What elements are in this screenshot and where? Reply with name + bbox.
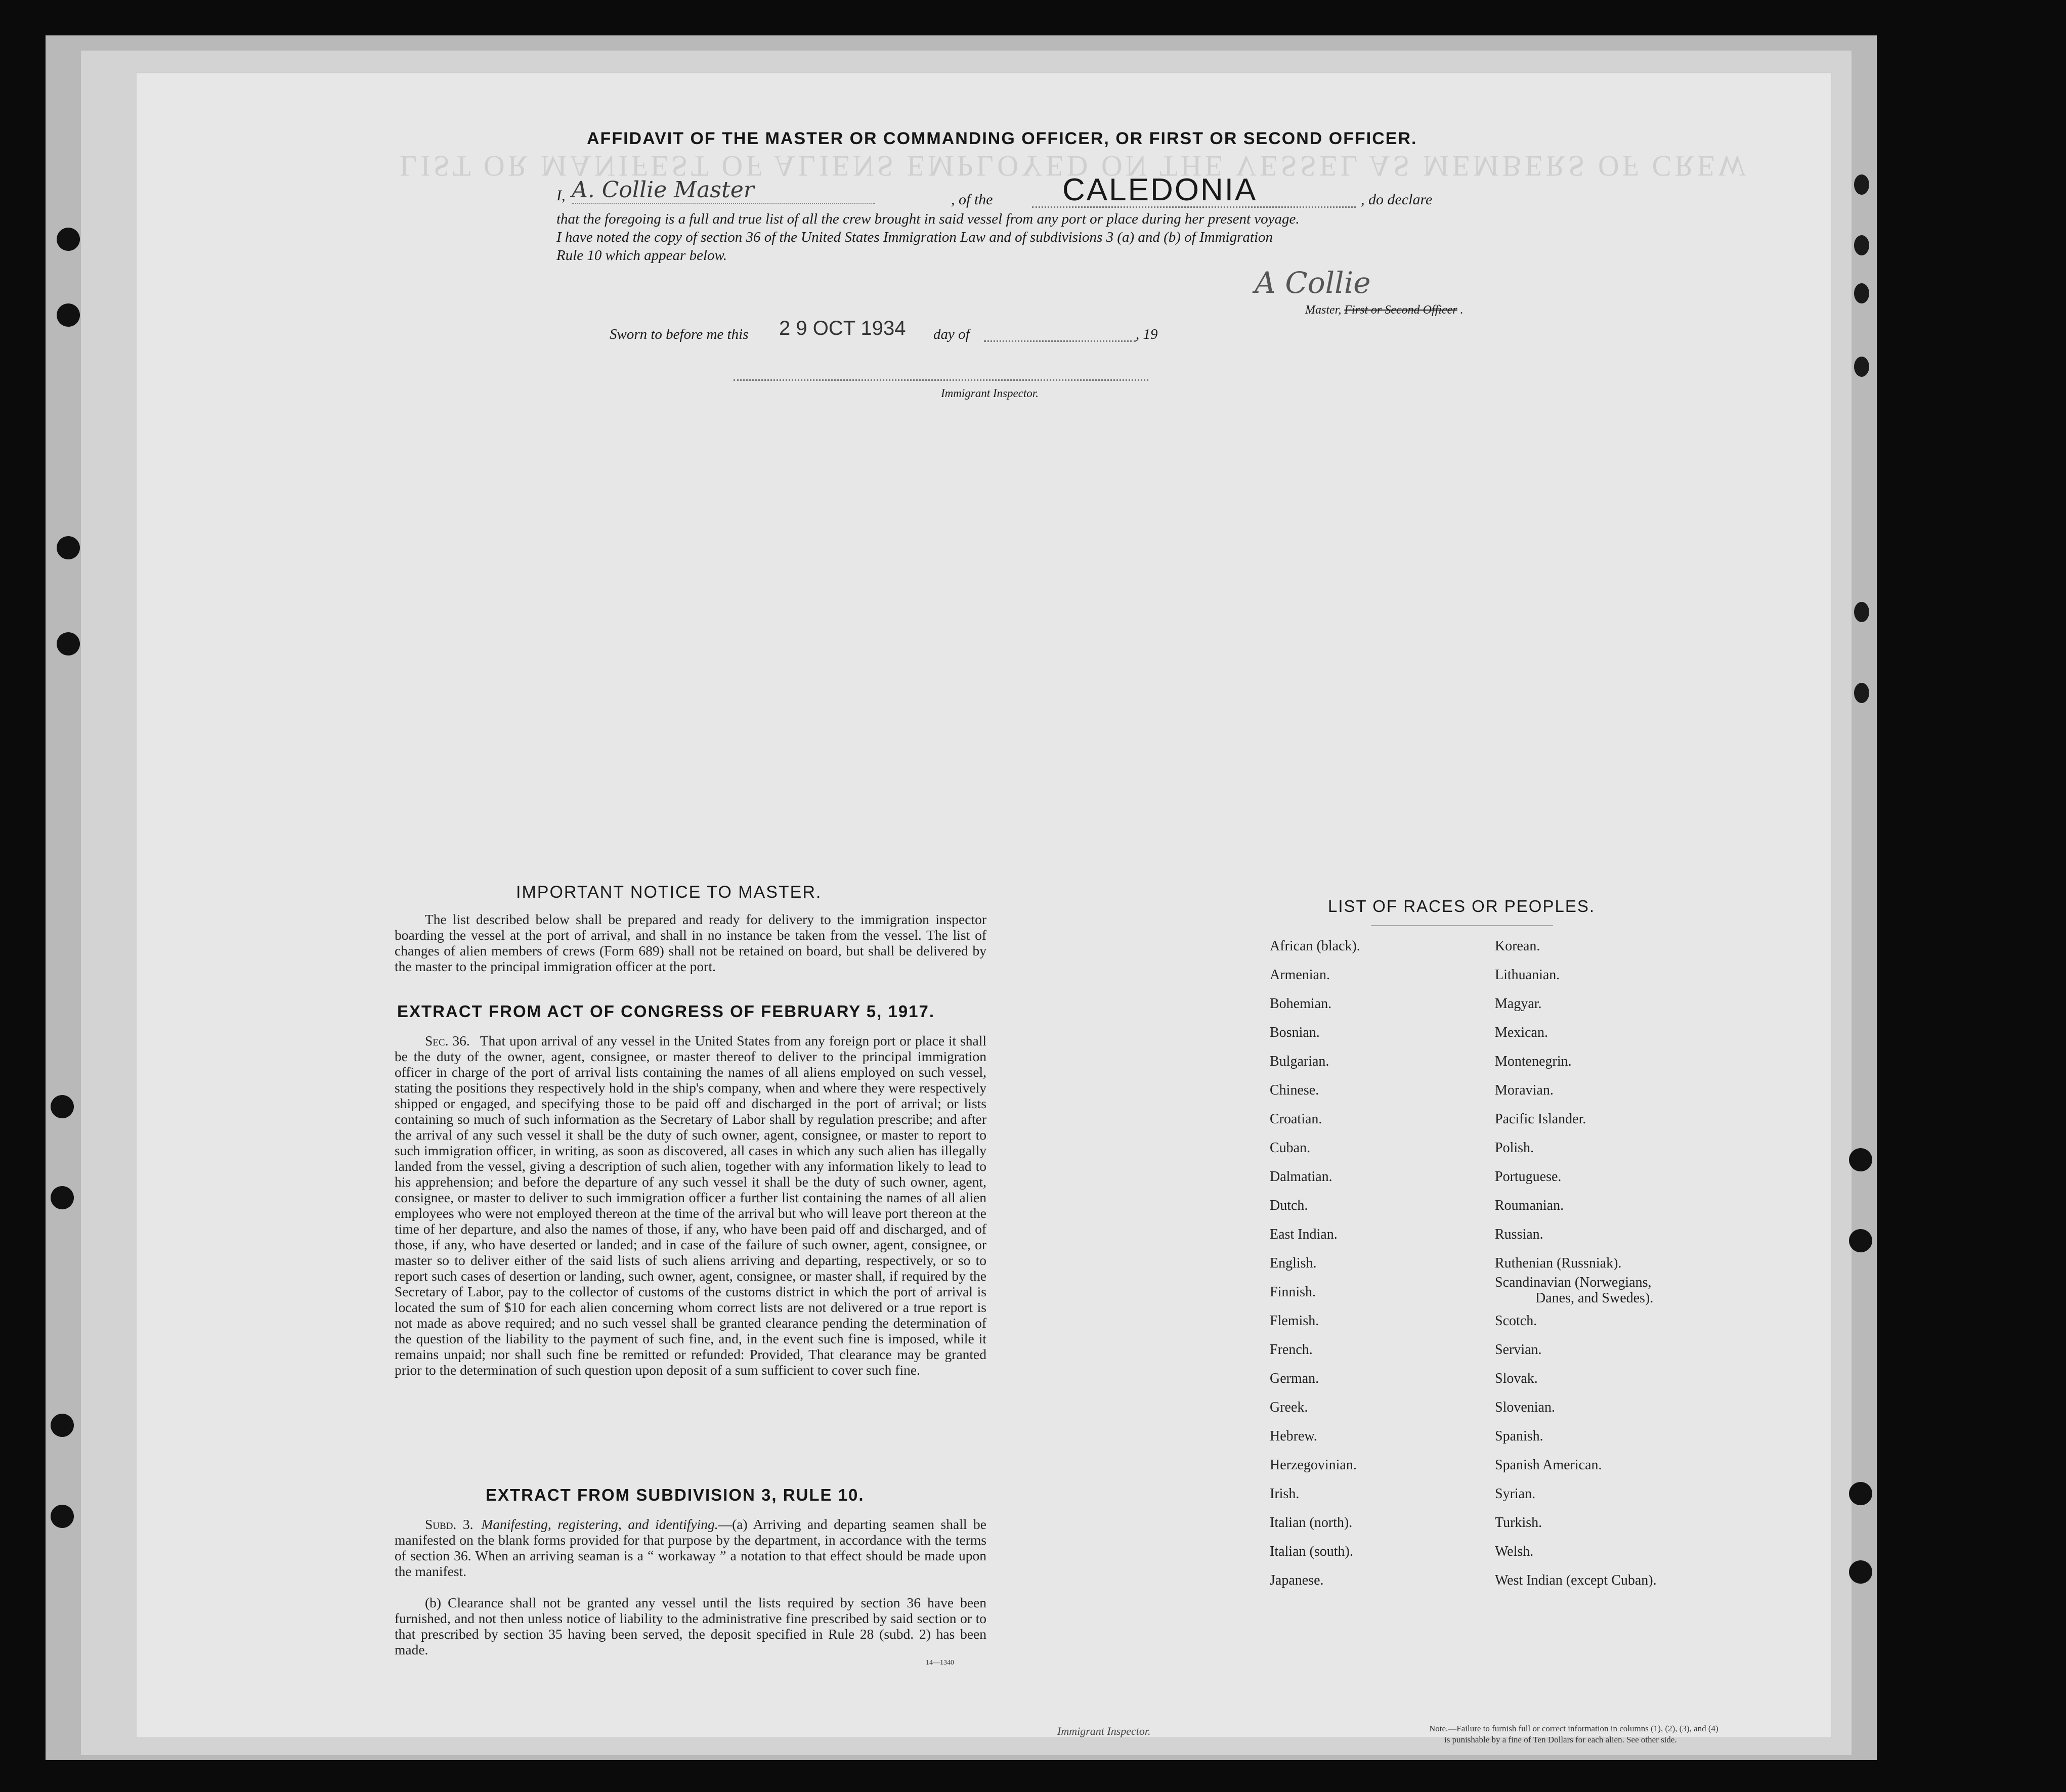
vessel-name: CALEDONIA xyxy=(1062,172,1258,207)
extract-act-body xyxy=(395,1033,986,1378)
sworn-prefix: Sworn to before me this xyxy=(610,326,749,342)
race-item: Italian (north). xyxy=(1270,1515,1353,1531)
race-item: Spanish. xyxy=(1495,1428,1543,1444)
punch-hole xyxy=(1854,283,1869,303)
race-item: Montenegrin. xyxy=(1495,1054,1572,1069)
race-item-continuation: Danes, and Swedes). xyxy=(1535,1290,1654,1306)
race-item: Turkish. xyxy=(1495,1515,1542,1531)
year-suffix: , 19 xyxy=(1136,326,1158,342)
race-item: Herzegovinian. xyxy=(1270,1457,1357,1473)
punch-hole xyxy=(1849,1482,1872,1505)
race-item: Lithuanian. xyxy=(1495,967,1560,983)
races-right-column xyxy=(1495,938,1758,1656)
notice-body: The list described below shall be prepared and ready for delivery to the immigration inspector boarding the vessel at the port of arrival, and shall in no instance be taken from the vessel. The list of changes of alien members of crews (Form 689) shall not be retained on board, but shall be delivered by the master to the principal immigration officer at the port. xyxy=(395,911,986,974)
document-page xyxy=(137,73,1831,1744)
do-declare-label: , do declare xyxy=(1361,191,1433,208)
race-item: Bohemian. xyxy=(1270,996,1332,1012)
bleed-through: LIST OR MANIFEST OF ALIENS EMPLOYED ON THE VESSEL AS MEMBERS OF CREW xyxy=(400,150,1749,183)
extract-act-title: EXTRACT FROM ACT OF CONGRESS OF FEBRUARY 5, 1917. xyxy=(397,1002,935,1021)
section-36-text: That upon arrival of any vessel in the United States from any foreign port or place it shall be the duty of the owner, agent, consignee, or master thereof to deliver to the principal immigration officer in charge of the port of arrival lists containing the names of all aliens employed on such vessel, stating the positions they respectively hold in the ship's company, when and where they were respectively shipped or engaged, and specifying those to be paid off and discharged in the port of arrival; or lists containing so much of such information as the Secretary of Labor shall by regulation prescribe; and after the arrival of any such vessel it shall be the duty of such owner, agent, consignee, or master to report to such immigration officer, in writing, as soon as discovered, all cases in which any such alien has illegally landed from the vessel, giving a description of such alien, together with any information likely to lead to his apprehension; and before the departure of any such vessel it shall be the duty of such owner, agent, consignee, or master to deliver to such immigration officer a further list containing the names of all alien employees who were not employed thereon at the time of the arrival but who will leave port thereon at the time of her departure, and also the names of those, if any, who have been paid off and discharged, and of those, if any, who have deserted or landed; and in case of the failure of such owner, agent, consignee, or master so to deliver either of the said lists of such aliens arriving and departing, respectively, or so to report such cases of desertion or landing, such owner, agent, consignee, or master shall, if required by the Secretary of Labor, pay to the collector of customs of the customs district in which the port of arrival is located the sum of $10 for each alien concerning whom correct lists are not delivered or a true report is not made as above required; and no such vessel shall be granted clearance pending the determination of the question of the liability to the payment of such fine, and, in the event such fine is imposed, while it remains unpaid; nor shall such fine be remitted or refunded: Provided, That clearance may be granted prior to the determination of such question upon deposit of a sum sufficient to cover such fine. xyxy=(395,1033,987,1378)
race-item: German. xyxy=(1270,1371,1319,1386)
punch-hole xyxy=(51,1414,74,1437)
of-the-label: , of the xyxy=(951,191,993,208)
race-item: French. xyxy=(1270,1342,1313,1358)
race-item: Dutch. xyxy=(1270,1198,1308,1213)
race-item: Scandinavian (Norwegians, xyxy=(1495,1275,1652,1290)
races-left-column xyxy=(1270,938,1472,1656)
race-item: Korean. xyxy=(1495,938,1540,954)
race-item: Roumanian. xyxy=(1495,1198,1564,1213)
race-item: Japanese. xyxy=(1270,1572,1324,1588)
stamped-date: 2 9 OCT 1934 xyxy=(779,317,906,339)
punch-hole xyxy=(1854,357,1869,377)
race-item: Ruthenian (Russniak). xyxy=(1495,1255,1622,1271)
race-item: Scotch. xyxy=(1495,1313,1537,1329)
inspector-signature-line xyxy=(734,379,1148,381)
race-item: Servian. xyxy=(1495,1342,1542,1358)
race-item: African (black). xyxy=(1270,938,1360,954)
race-item: Mexican. xyxy=(1495,1025,1548,1040)
race-item: Welsh. xyxy=(1495,1544,1534,1559)
punch-hole xyxy=(1854,235,1869,255)
punch-hole xyxy=(1854,683,1869,703)
race-item: Moravian. xyxy=(1495,1082,1554,1098)
handwritten-master-name: A. Collie Master xyxy=(572,177,875,204)
extract-rule-para-a xyxy=(395,1516,986,1579)
notice-title: IMPORTANT NOTICE TO MASTER. xyxy=(516,883,822,902)
day-of-line xyxy=(984,340,1136,342)
race-item: Polish. xyxy=(1495,1140,1534,1156)
races-title: LIST OF RACES OR PEOPLES. xyxy=(1328,897,1596,915)
footer-note-line-2: is punishable by a fine of Ten Dollars for each alien. See other side. xyxy=(1444,1735,1677,1744)
race-item: Dalmatian. xyxy=(1270,1169,1332,1185)
race-item: Slovak. xyxy=(1495,1371,1538,1386)
race-item: Italian (south). xyxy=(1270,1544,1353,1559)
race-item: Flemish. xyxy=(1270,1313,1319,1329)
race-item: Slovenian. xyxy=(1495,1400,1555,1415)
punch-hole xyxy=(1849,1229,1872,1252)
punch-hole xyxy=(57,536,80,559)
affidavit-line-2: that the foregoing is a full and true list of all the crew brought in said vessel from any port or place during her present voyage. xyxy=(556,211,1300,227)
race-item: Portuguese. xyxy=(1495,1169,1562,1185)
race-item: Greek. xyxy=(1270,1400,1308,1415)
punch-hole xyxy=(51,1186,74,1209)
form-number: 14—1340 xyxy=(926,1659,954,1667)
day-of-label: day of xyxy=(933,326,970,342)
race-item: Irish. xyxy=(1270,1486,1300,1502)
extract-rule-para-b: (b) Clearance shall not be granted any vessel until the lists required by section 36 have been furnished, and not then unless notice of liability to the administrative fine prescribed by said section or to that prescribed by section 35 having been served, the deposit specified in Rule 28 (subd. 2) has been made. xyxy=(395,1595,986,1657)
inspector-label: Immigrant Inspector. xyxy=(941,387,1039,400)
punch-hole xyxy=(1854,174,1869,195)
punch-hole xyxy=(51,1095,74,1118)
race-item: Magyar. xyxy=(1495,996,1542,1012)
race-item: Croatian. xyxy=(1270,1111,1322,1127)
section-36-label: Sec. 36. xyxy=(425,1033,470,1048)
race-item: Bosnian. xyxy=(1270,1025,1320,1040)
punch-hole xyxy=(51,1505,74,1528)
race-item: Pacific Islander. xyxy=(1495,1111,1586,1127)
punch-hole xyxy=(1849,1148,1872,1171)
race-item: Chinese. xyxy=(1270,1082,1319,1098)
race-item: Spanish American. xyxy=(1495,1457,1602,1473)
punch-hole xyxy=(57,632,80,655)
punch-hole xyxy=(57,303,80,327)
i-prefix: I, xyxy=(556,187,566,204)
sworn-line xyxy=(610,317,1368,357)
vessel-name-line xyxy=(1032,206,1356,208)
subd-para-a: —(a) Arriving and departing seamen shall be manifested on the blank forms provided for that purpose by the department, in accordance with the terms of section 36. When an arriving seaman is a “ workaway ” a notation to that effect should be made upon the manifest. xyxy=(395,1516,986,1579)
race-item: English. xyxy=(1270,1255,1317,1271)
signer-role-struck: First or Second Officer xyxy=(1344,303,1457,317)
affidavit-line-4: Rule 10 which appear below. xyxy=(556,247,727,264)
punch-hole xyxy=(1849,1560,1872,1584)
punch-hole xyxy=(1854,602,1869,622)
footer-note xyxy=(1429,1723,1718,1745)
affidavit-title: AFFIDAVIT OF THE MASTER OR COMMANDING OFFICER, OR FIRST OR SECOND OFFICER. xyxy=(587,129,1417,148)
race-item: Finnish. xyxy=(1270,1284,1316,1300)
affidavit-line-3: I have noted the copy of section 36 of the United States Immigration Law and of subdivisions 3 (a) and (b) of Immigration xyxy=(556,229,1273,245)
master-signature: A Collie xyxy=(1255,266,1371,300)
signer-role-master: Master, xyxy=(1305,303,1342,317)
races-title-rule xyxy=(1371,925,1553,926)
race-item: Syrian. xyxy=(1495,1486,1536,1502)
race-item: West Indian (except Cuban). xyxy=(1495,1572,1657,1588)
subd-label: Subd. 3. xyxy=(425,1516,474,1532)
footer-inspector-label: Immigrant Inspector. xyxy=(1057,1725,1151,1737)
footer-note-line-1: Note.—Failure to furnish full or correct information in columns (1), (2), (3), and (4) xyxy=(1429,1724,1718,1733)
race-item: East Indian. xyxy=(1270,1227,1338,1242)
race-item: Cuban. xyxy=(1270,1140,1311,1156)
signer-role: Master, First or Second Officer . xyxy=(1305,303,1464,317)
race-item: Bulgarian. xyxy=(1270,1054,1329,1069)
extract-rule-title: EXTRACT FROM SUBDIVISION 3, RULE 10. xyxy=(486,1485,865,1504)
subd-title: Manifesting, registering, and identifying. xyxy=(481,1516,718,1532)
punch-hole xyxy=(57,228,80,251)
race-item: Russian. xyxy=(1495,1227,1543,1242)
race-item: Armenian. xyxy=(1270,967,1330,983)
race-item: Hebrew. xyxy=(1270,1428,1317,1444)
